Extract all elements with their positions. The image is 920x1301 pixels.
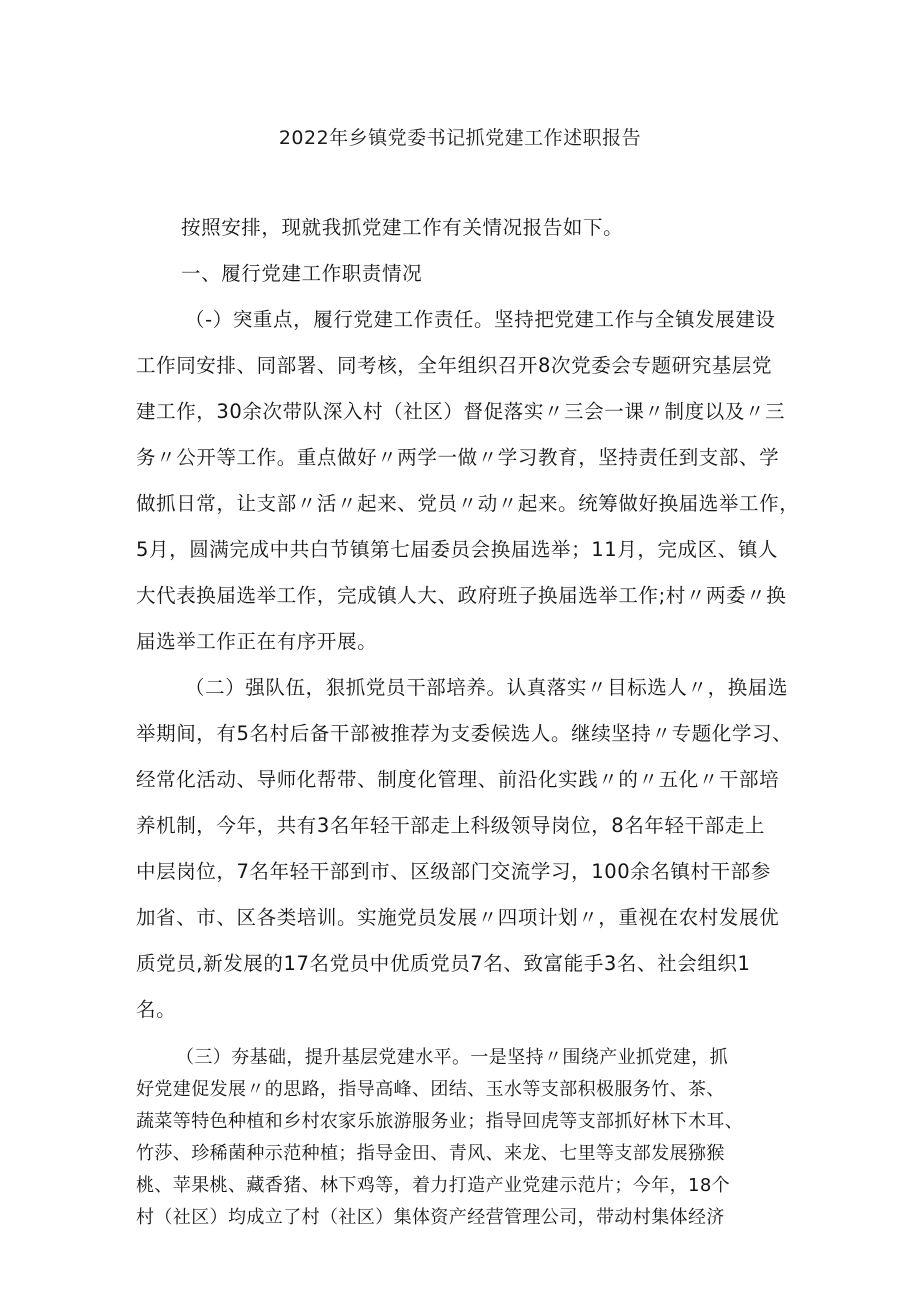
- paragraph-line: 桃、苹果桃、藏香猪、林下鸡等，着力打造产业党建示范片；今年，18个: [136, 1175, 731, 1196]
- paragraph-line: 竹莎、珍稀菌种示范种植；指导金田、青风、来龙、七里等支部发展猕猴: [136, 1143, 725, 1164]
- paragraph-line: 做抓日常，让支部〃活〃起来、党员〃动〃起来。统筹做好换届选举工作，: [136, 492, 800, 515]
- paragraph-line: 质党员,新发展的17名党员中优质党员7名、致富能手3名、社会组织1: [136, 952, 751, 975]
- paragraph-line: 村（社区）均成立了村（社区）集体资产经营管理公司，带动村集体经济: [136, 1207, 725, 1228]
- paragraph-line: 好党建促发展〃的思路，指导高峰、团结、玉水等支部积极服务竹、茶、: [136, 1079, 725, 1100]
- paragraph-line: 5月，圆满完成中共白节镇第七届委员会换届选举；11月，完成区、镇人: [136, 538, 779, 561]
- paragraph-line: 加省、市、区各类培训。实施党员发展〃四项计划〃，重视在农村发展优: [136, 906, 780, 929]
- paragraph-line: 举期间，有5名村后备干部被推荐为支委候选人。继续坚持〃专题化学习、: [136, 722, 793, 745]
- paragraph-line: 中层岗位，7名年轻干部到市、区级部门交流学习，100余名镇村干部参: [136, 860, 771, 883]
- paragraph-line: 建工作，30余次带队深入村（社区）督促落实〃三会一课〃制度以及〃三: [136, 400, 786, 423]
- paragraph-line: 经常化活动、导师化帮带、制度化管理、前沿化实践〃的〃五化〃干部培: [136, 768, 780, 791]
- paragraph-line: 蔬菜等特色种植和乡村农家乐旅游服务业；指导回虎等支部抓好林下木耳、: [136, 1111, 744, 1132]
- paragraph-line: 养机制，今年，共有3名年轻干部走上科级领导岗位，8名年轻干部走上: [136, 814, 766, 837]
- paragraph-line: 名。: [136, 998, 177, 1021]
- paragraph-line: （二）强队伍，狠抓党员干部培养。认真落实〃目标选人〃，换届选: [185, 676, 789, 699]
- paragraph-line: （三）夯基础，提升基层党建水平。一是坚持〃围绕产业抓党建，抓: [176, 1047, 728, 1068]
- paragraph-line: （-）突重点，履行党建工作责任。坚持把党建工作与全镇发展建设: [185, 308, 776, 331]
- intro-paragraph: 按照安排，现就我抓党建工作有关情况报告如下。: [181, 216, 624, 239]
- section-heading: 一、履行党建工作职责情况: [181, 262, 423, 285]
- paragraph-line: 务〃公开等工作。重点做好〃两学一做〃学习教育，坚持责任到支部、学: [136, 446, 780, 469]
- paragraph-line: 届选举工作正在有序开展。: [136, 630, 378, 653]
- document-title: 2022年乡镇党委书记抓党建工作述职报告: [278, 127, 642, 149]
- paragraph-line: 大代表换届选举工作，完成镇人大、政府班子换届选举工作;村〃两委〃换: [136, 584, 787, 607]
- paragraph-line: 工作同安排、同部署、同考核，全年组织召开8次党委会专题研究基层党: [136, 354, 773, 377]
